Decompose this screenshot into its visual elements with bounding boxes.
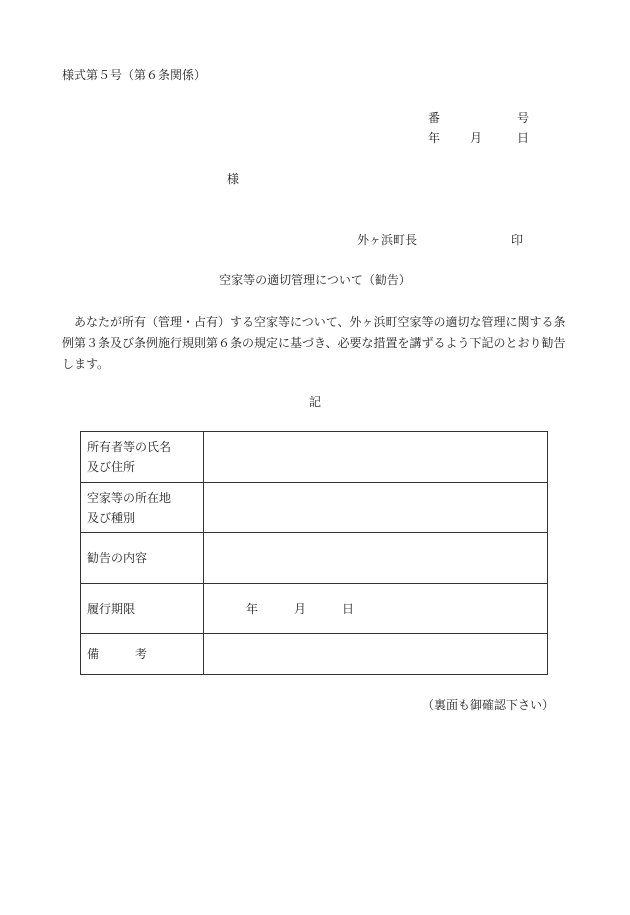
remarks-value: [204, 634, 548, 675]
deadline-value: [204, 584, 548, 634]
deadline-year: 年: [246, 601, 259, 616]
table-row: [81, 483, 548, 533]
recommendation-content-value: [204, 533, 548, 584]
deadline-label: 履行期限: [81, 584, 204, 634]
owner-name-address-value: [204, 432, 548, 483]
document-subject: 空家等の適切管理について（勧告）: [219, 273, 411, 287]
table-row: [81, 432, 548, 483]
sender-title: 外ヶ浜町長: [357, 233, 418, 247]
property-location-type-value: [204, 483, 548, 533]
table-row: [81, 584, 548, 634]
issue-date-day: 日: [517, 131, 530, 145]
remarks-label: 備 考: [81, 634, 204, 675]
property-location-type-label: 空家等の所在地 及び種別: [81, 483, 204, 533]
see-reverse-note: （裏面も御確認下さい）: [422, 698, 555, 712]
recommendation-content-label: 勧告の内容: [81, 533, 204, 584]
deadline-month: 月: [294, 601, 307, 616]
reference-number-label: 番: [428, 111, 441, 125]
issue-date-month: 月: [470, 131, 483, 145]
issue-date-year: 年: [428, 131, 441, 145]
table-row: [81, 533, 548, 584]
seal-mark: 印: [511, 233, 524, 247]
owner-name-address-label: 所有者等の氏名 及び住所: [81, 432, 204, 483]
addressee-honorific: 様: [227, 172, 240, 186]
table-row: [81, 634, 548, 675]
ki-heading: 記: [308, 395, 321, 409]
deadline-day: 日: [342, 601, 355, 616]
recommendation-table: [80, 431, 548, 675]
form-number: 様式第５号（第６条関係）: [62, 68, 207, 82]
recommendation-body: あなたが所有（管理・占有）する空家等について、外ヶ浜町空家等の適切な管理に関する条例第３条及び条例施行規則第６条の規定に基づき、必要な措置を講ずるよう下記のとおり勧告します。: [62, 315, 566, 371]
reference-number-suffix: 号: [517, 111, 530, 125]
